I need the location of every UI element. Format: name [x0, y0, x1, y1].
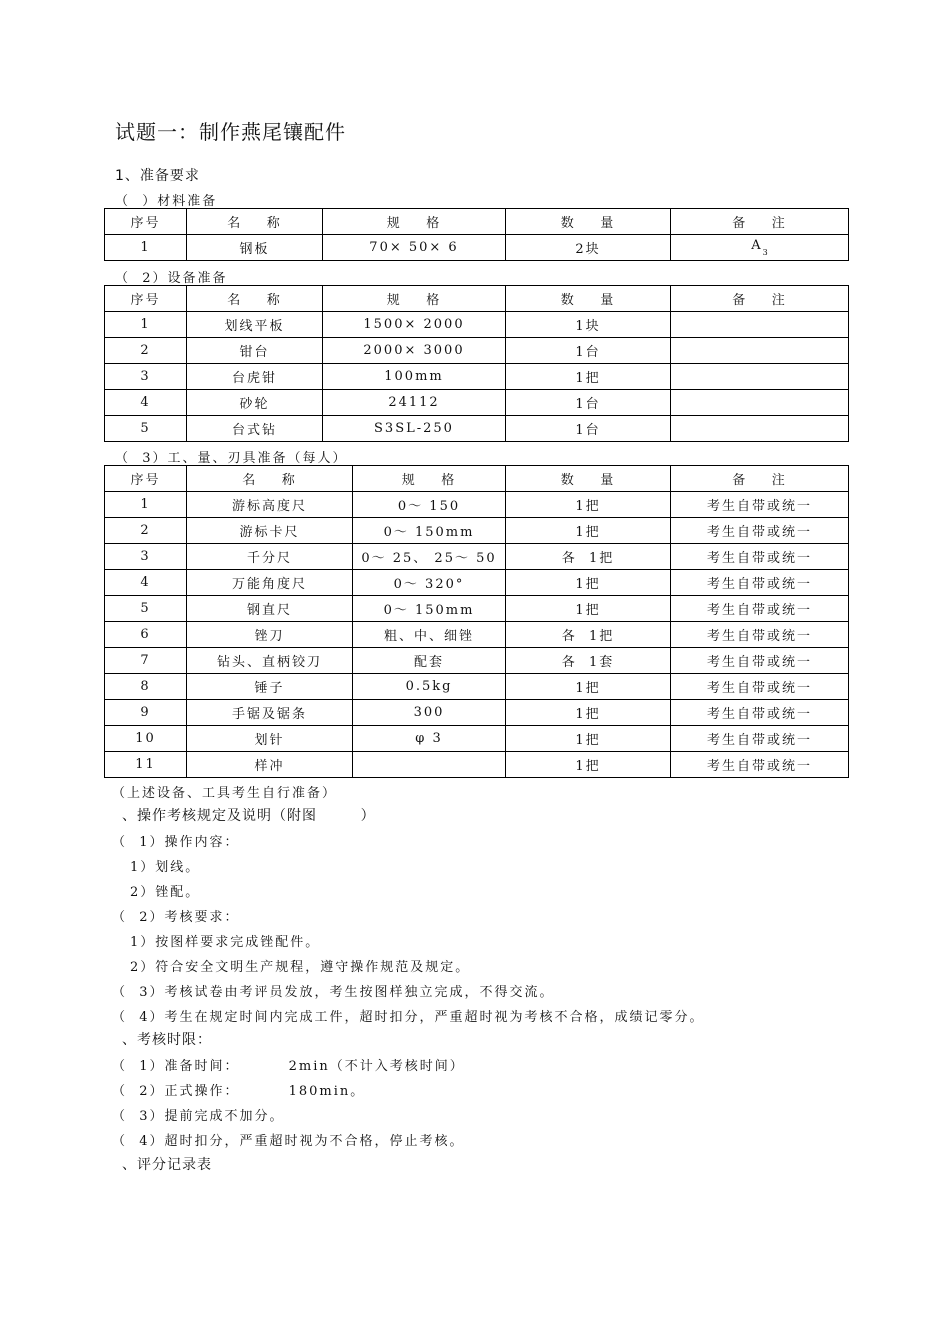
table-cell: 4: [105, 570, 187, 596]
table-row: [105, 364, 849, 390]
table-cell: 游标卡尺: [187, 518, 353, 544]
table-cell: S3SL-250: [323, 416, 506, 442]
table-cell: 9: [105, 700, 187, 726]
table-cell: 1把: [506, 726, 671, 752]
table-cell: 0.5kg: [353, 674, 506, 700]
ops-line: （ 1）操作内容：: [112, 835, 240, 850]
table-cell: 1台: [506, 416, 671, 442]
table-row: [105, 390, 849, 416]
section-3-heading: 、考核时限：: [122, 1032, 212, 1048]
table-row: [105, 518, 849, 544]
table-cell: 各 1把: [506, 622, 671, 648]
table-cell: 100mm: [323, 364, 506, 390]
table-row: [105, 700, 849, 726]
table-row: [105, 596, 849, 622]
table-cell: 1把: [506, 752, 671, 778]
page-title: 试题一：制作燕尾镶配件: [115, 120, 346, 144]
table-cell: 1块: [506, 312, 671, 338]
ops-line: （ 4）考生在规定时间内完成工件，超时扣分，严重超时视为考核不合格，成绩记零分。: [112, 1010, 705, 1025]
table-cell: 2: [105, 518, 187, 544]
table-cell: 1台: [506, 338, 671, 364]
table-cell: 考生自带或统一: [671, 544, 849, 570]
table-cell: 各 1套: [506, 648, 671, 674]
table-cell: 0～ 25、 25～ 50: [353, 544, 506, 570]
ops-line: 1）按图样要求完成锉配件。: [130, 935, 321, 950]
ops-line: 2）锉配。: [130, 885, 201, 900]
header-cell: 规 格: [323, 209, 506, 235]
table-cell: 0～ 150mm: [353, 518, 506, 544]
table-cell: 1把: [506, 518, 671, 544]
table-cell: 钳台: [187, 338, 323, 364]
header-cell: 名 称: [187, 466, 353, 492]
table-cell: 0～ 150: [353, 492, 506, 518]
table-row: [105, 338, 849, 364]
table-cell: 3: [105, 544, 187, 570]
table-row: [105, 752, 849, 778]
table-cell: 样冲: [187, 752, 353, 778]
header-cell: 名 称: [187, 286, 323, 312]
table-row: [105, 235, 849, 261]
table-header-row: [105, 209, 849, 235]
table-cell: 5: [105, 596, 187, 622]
header-cell: 数 量: [506, 466, 671, 492]
subsection-tools: （ 3）工、量、刃具准备（每人）: [115, 451, 348, 466]
table-row: [105, 674, 849, 700]
table-cell: 考生自带或统一: [671, 700, 849, 726]
table-row: [105, 726, 849, 752]
header-cell: 数 量: [506, 209, 671, 235]
subsection-equipment: （ 2）设备准备: [115, 271, 228, 286]
header-cell: 名 称: [187, 209, 323, 235]
table-cell: 划线平板: [187, 312, 323, 338]
time-line: （ 3）提前完成不加分。: [112, 1109, 285, 1124]
ops-line: 2）符合安全文明生产规程，遵守操作规范及规定。: [130, 960, 471, 975]
table-cell: 考生自带或统一: [671, 752, 849, 778]
table-row: [105, 622, 849, 648]
table-cell: [671, 416, 849, 442]
header-cell: 规 格: [323, 286, 506, 312]
time-line: （ 1）准备时间： 2min（不计入考核时间）: [112, 1059, 465, 1074]
table-cell: 考生自带或统一: [671, 570, 849, 596]
table-cell: [671, 235, 849, 261]
table-cell: [671, 338, 849, 364]
table-cell: 粗、中、细锉: [353, 622, 506, 648]
table-cell: 考生自带或统一: [671, 492, 849, 518]
table-cell: 0～ 150mm: [353, 596, 506, 622]
table-cell: [671, 364, 849, 390]
table-cell: 11: [105, 752, 187, 778]
table-row: [105, 416, 849, 442]
table-cell: 1把: [506, 492, 671, 518]
table-cell: 1把: [506, 674, 671, 700]
ops-line: 1）划线。: [130, 860, 201, 875]
table-cell: 考生自带或统一: [671, 726, 849, 752]
header-cell: 序号: [105, 286, 187, 312]
table-cell: φ 3: [353, 726, 506, 752]
tools-table: [104, 465, 849, 778]
time-line: （ 4）超时扣分，严重超时视为不合格，停止考核。: [112, 1134, 465, 1149]
table-cell: 2000× 3000: [323, 338, 506, 364]
header-cell: 备 注: [671, 209, 849, 235]
table-cell: 万能角度尺: [187, 570, 353, 596]
header-cell: 序号: [105, 209, 187, 235]
table-cell: 2: [105, 338, 187, 364]
equipment-table: [104, 285, 849, 442]
table-cell: 3: [105, 364, 187, 390]
material-table: [104, 208, 849, 261]
section-2-heading: 、操作考核规定及说明（附图 ）: [122, 808, 376, 824]
header-cell: 序号: [105, 466, 187, 492]
table-cell: 7: [105, 648, 187, 674]
table-cell: 钻头、直柄铰刀: [187, 648, 353, 674]
table-cell: 锉刀: [187, 622, 353, 648]
table-cell: 1把: [506, 570, 671, 596]
table-cell: 钢直尺: [187, 596, 353, 622]
table-cell: 1: [105, 235, 187, 261]
table-cell: 手锯及锯条: [187, 700, 353, 726]
table-cell: 1台: [506, 390, 671, 416]
table-cell: 1把: [506, 596, 671, 622]
table-cell: [671, 390, 849, 416]
table-cell: 各 1把: [506, 544, 671, 570]
table-cell: 2块: [506, 235, 671, 261]
table-cell: 游标高度尺: [187, 492, 353, 518]
table-cell: 考生自带或统一: [671, 622, 849, 648]
table-row: [105, 648, 849, 674]
table-cell: 配套: [353, 648, 506, 674]
table-cell: 台式钻: [187, 416, 323, 442]
table-cell: 10: [105, 726, 187, 752]
tools-note: （上述设备、工具考生自行准备）: [112, 786, 338, 801]
table-cell: 1: [105, 492, 187, 518]
header-cell: 备 注: [671, 466, 849, 492]
table-cell: 考生自带或统一: [671, 674, 849, 700]
table-cell: 8: [105, 674, 187, 700]
table-cell: 钢板: [187, 235, 323, 261]
table-cell: 考生自带或统一: [671, 596, 849, 622]
table-cell: 1把: [506, 364, 671, 390]
table-row: [105, 544, 849, 570]
table-cell: 0～ 320°: [353, 570, 506, 596]
section-1-heading: 1、准备要求: [115, 168, 200, 184]
table-row: [105, 492, 849, 518]
table-cell: 1把: [506, 700, 671, 726]
table-cell: 划针: [187, 726, 353, 752]
table-row: [105, 570, 849, 596]
header-cell: 规 格: [353, 466, 506, 492]
table-cell: 4: [105, 390, 187, 416]
table-cell: 砂轮: [187, 390, 323, 416]
table-cell: 考生自带或统一: [671, 518, 849, 544]
time-line: （ 2）正式操作： 180min。: [112, 1084, 366, 1099]
table-cell: 300: [353, 700, 506, 726]
table-cell: 台虎钳: [187, 364, 323, 390]
table-cell: 5: [105, 416, 187, 442]
table-cell: 锤子: [187, 674, 353, 700]
table-cell: [671, 312, 849, 338]
ops-line: （ 3）考核试卷由考评员发放，考生按图样独立完成，不得交流。: [112, 985, 555, 1000]
table-cell: [353, 752, 506, 778]
grade-subscript: 3: [762, 248, 768, 257]
table-row: [105, 312, 849, 338]
table-cell: 1500× 2000: [323, 312, 506, 338]
table-cell: 70× 50× 6: [323, 235, 506, 261]
table-cell: 考生自带或统一: [671, 648, 849, 674]
grade-value: A: [751, 238, 763, 253]
table-cell: 1: [105, 312, 187, 338]
table-cell: 24112: [323, 390, 506, 416]
table-header-row: [105, 466, 849, 492]
subsection-material: （ ）材料准备: [115, 194, 218, 209]
table-header-row: [105, 286, 849, 312]
ops-line: （ 2）考核要求：: [112, 910, 240, 925]
header-cell: 备 注: [671, 286, 849, 312]
header-cell: 数 量: [506, 286, 671, 312]
table-cell: 6: [105, 622, 187, 648]
section-4-heading: 、评分记录表: [122, 1157, 212, 1173]
table-cell: 千分尺: [187, 544, 353, 570]
